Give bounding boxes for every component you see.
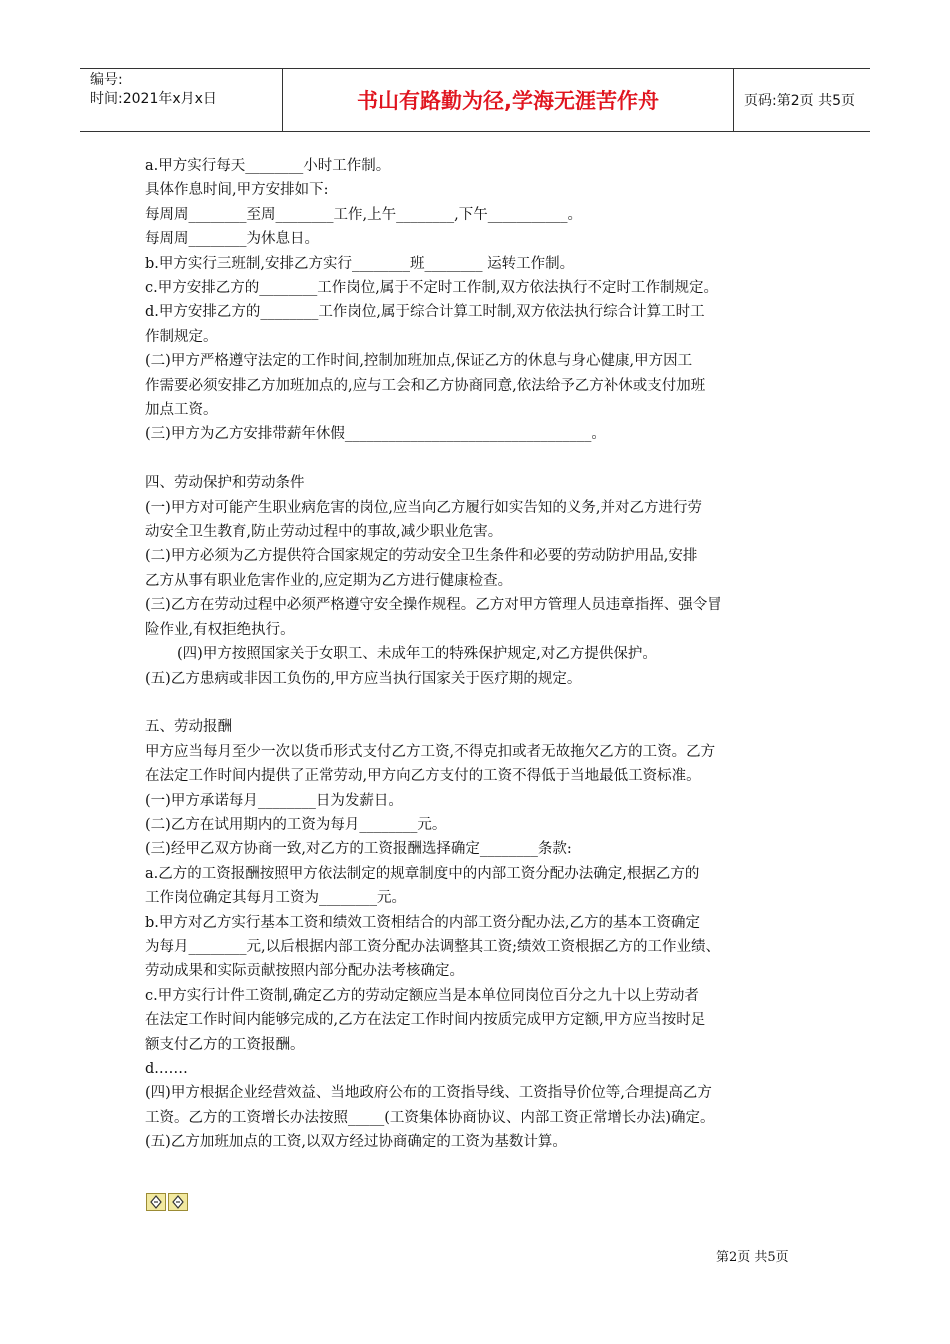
- text-line: 甲方应当每月至少一次以货币形式支付乙方工资,不得克扣或者无故拖欠乙方的工资。乙方: [145, 743, 716, 760]
- text-line: 在法定工作时间内提供了正常劳动,甲方向乙方支付的工资不得低于当地最低工资标准。: [145, 768, 701, 785]
- text-line: c.甲方实行计件工资制,确定乙方的劳动定额应当是本单位同岗位百分之九十以上劳动者: [145, 987, 699, 1004]
- text-line: (四)甲方按照国家关于女职工、未成年工的特殊保护规定,对乙方提供保护。: [177, 646, 657, 663]
- text-line: 每周周________至周________工作,上午________,下午___________。: [145, 206, 582, 223]
- document-body: [145, 154, 825, 1155]
- decoration-icon: [146, 1193, 166, 1211]
- text-line: 险作业,有权拒绝执行。: [145, 621, 295, 638]
- text-line: b.甲方对乙方实行基本工资和绩效工资相结合的内部工资分配办法,乙方的基本工资确定: [145, 914, 700, 931]
- header-motto: 书山有路勤为径,学海无涯苦作舟: [282, 69, 734, 131]
- text-line: (三)乙方在劳动过程中必须严格遵守安全操作规程。乙方对甲方管理人员违章指挥、强令冒: [145, 597, 722, 614]
- text-line: (一)甲方对可能产生职业病危害的岗位,应当向乙方履行如实告知的义务,并对乙方进行劳: [145, 499, 703, 516]
- text-line: 工资。乙方的工资增长办法按照_____(工资集体协商协议、内部工资正常增长办法)确定。: [145, 1109, 715, 1126]
- text-line: (三)经甲乙双方协商一致,对乙方的工资报酬选择确定________条款:: [145, 841, 572, 858]
- paragraph-gap: [145, 691, 825, 715]
- text-line: (二)甲方严格遵守法定的工作时间,控制加班加点,保证乙方的休息与身心健康,甲方因工: [145, 353, 693, 370]
- section-heading: 四、劳动保护和劳动条件: [145, 475, 305, 492]
- header-date-label: 时间:2021年x月x日: [90, 91, 217, 107]
- header-meta: [80, 69, 282, 131]
- text-line: a.乙方的工资报酬按照甲方依法制定的规章制度中的内部工资分配办法确定,根据乙方的: [145, 865, 700, 882]
- text-line: 乙方从事有职业危害作业的,应定期为乙方进行健康检查。: [145, 572, 513, 589]
- text-line: (三)甲方为乙方安排带薪年休假__________________________________。: [145, 426, 606, 443]
- text-line: d.甲方安排乙方的________工作岗位,属于综合计算工时制,双方依法执行综合计算工时工: [145, 304, 705, 321]
- decoration-icon: [168, 1193, 188, 1211]
- text-line: 作制规定。: [145, 328, 218, 345]
- text-line: a.甲方实行每天________小时工作制。: [145, 158, 391, 174]
- text-line: 为每月________元,以后根据内部工资分配办法调整其工资;绩效工资根据乙方的工作业绩、: [145, 938, 720, 955]
- text-line: (二)乙方在试用期内的工资为每月________元。: [145, 816, 447, 833]
- text-line: c.甲方安排乙方的________工作岗位,属于不定时工作制,双方依法执行不定时工作制规定。: [145, 280, 718, 297]
- header-code-label: 编号:: [90, 72, 123, 88]
- text-line: (五)乙方患病或非因工负伤的,甲方应当执行国家关于医疗期的规定。: [145, 670, 582, 687]
- text-line: 动安全卫生教育,防止劳动过程中的事故,减少职业危害。: [145, 524, 503, 541]
- section-heading: 五、劳动报酬: [145, 719, 232, 736]
- text-line: 劳动成果和实际贡献按照内部分配办法考核确定。: [145, 963, 464, 980]
- text-line: (五)乙方加班加点的工资,以双方经过协商确定的工资为基数计算。: [145, 1134, 567, 1151]
- text-line: (一)甲方承诺每月________日为发薪日。: [145, 792, 403, 809]
- text-line: b.甲方实行三班制,安排乙方实行________班________ 运转工作制。: [145, 255, 575, 272]
- text-line: 额支付乙方的工资报酬。: [145, 1036, 305, 1053]
- text-line: (四)甲方根据企业经营效益、当地政府公布的工资指导线、工资指导价位等,合理提高乙方: [145, 1085, 712, 1102]
- footer-page-number: 第2页 共5页: [716, 1250, 789, 1265]
- text-line: 加点工资。: [145, 402, 218, 419]
- text-line: 在法定工作时间内能够完成的,乙方在法定工作时间内按质完成甲方定额,甲方应当按时足: [145, 1012, 706, 1029]
- header-page-number: 页码:第2页 共5页: [744, 93, 855, 109]
- text-line: 作需要必须安排乙方加班加点的,应与工会和乙方协商同意,依法给予乙方补休或支付加班: [145, 377, 706, 394]
- decoration-icons: [146, 1193, 190, 1211]
- page-header: [80, 68, 870, 132]
- text-line: 工作岗位确定其每月工资为________元。: [145, 890, 406, 907]
- text-line: (二)甲方必须为乙方提供符合国家规定的劳动安全卫生条件和必要的劳动防护用品,安排: [145, 548, 698, 565]
- paragraph-gap: [145, 447, 825, 471]
- text-line: 每周周________为休息日。: [145, 231, 319, 248]
- text-line: d.……: [145, 1061, 188, 1077]
- text-line: 具体作息时间,甲方安排如下:: [145, 182, 329, 199]
